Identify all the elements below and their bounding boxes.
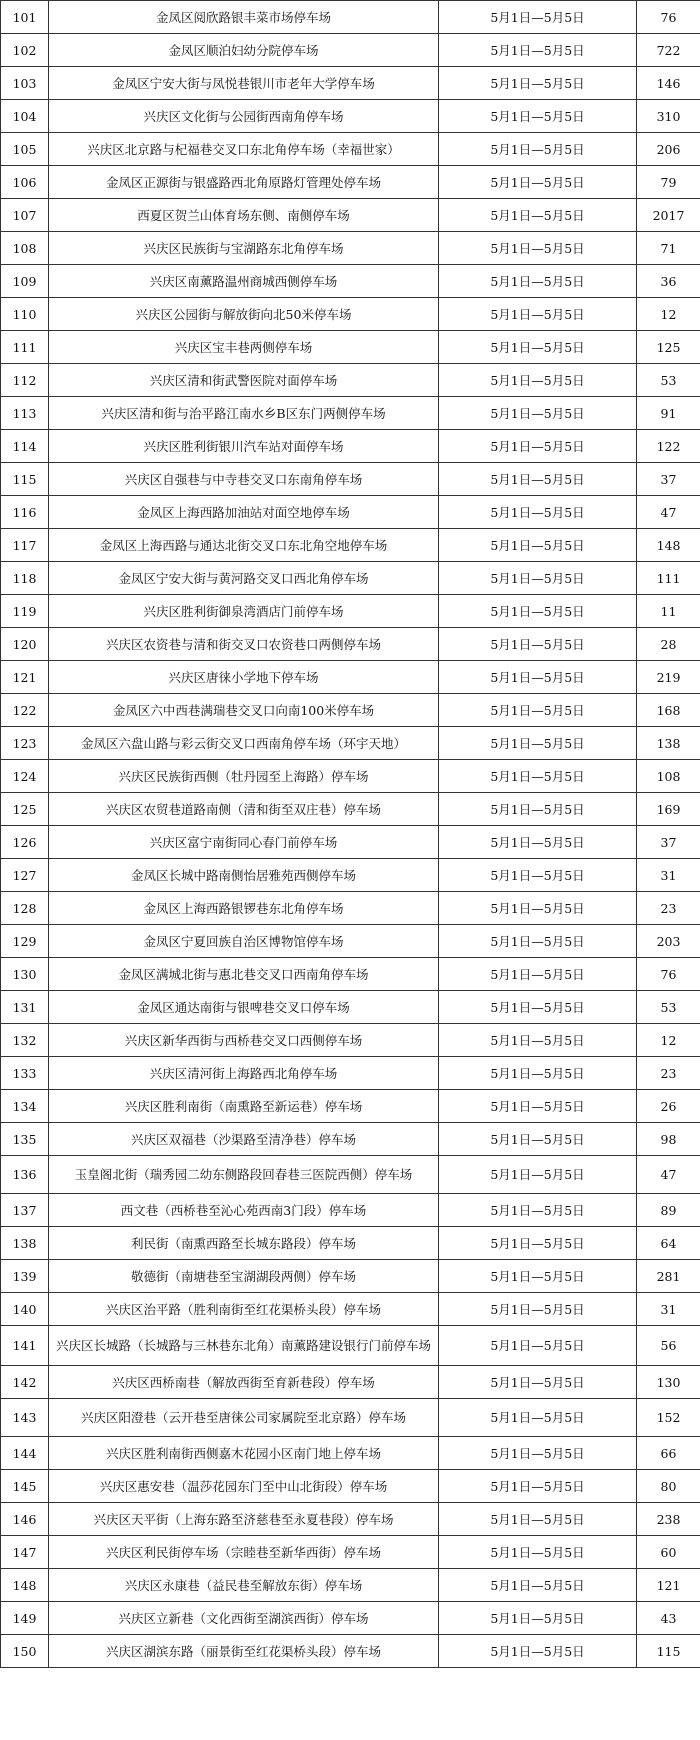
space-count: 2017 [637, 199, 700, 232]
table-row [1, 67, 700, 100]
space-count: 152 [637, 1399, 700, 1437]
date-range: 5月1日—5月5日 [439, 925, 637, 958]
table-row [1, 826, 700, 859]
row-number: 140 [1, 1293, 49, 1326]
date-range: 5月1日—5月5日 [439, 166, 637, 199]
table-row [1, 397, 700, 430]
table-row [1, 694, 700, 727]
row-number: 137 [1, 1194, 49, 1227]
space-count: 47 [637, 496, 700, 529]
parking-lot-name: 兴庆区阳澄巷（云开巷至唐徕公司家属院至北京路）停车场 [49, 1399, 439, 1437]
space-count: 238 [637, 1503, 700, 1536]
parking-lot-name: 兴庆区宝丰巷两侧停车场 [49, 331, 439, 364]
row-number: 128 [1, 892, 49, 925]
parking-lot-name: 兴庆区南薰路温州商城西侧停车场 [49, 265, 439, 298]
space-count: 91 [637, 397, 700, 430]
parking-lot-name: 兴庆区胜利南街西侧嘉木花园小区南门地上停车场 [49, 1437, 439, 1470]
parking-lot-name: 兴庆区唐徕小学地下停车场 [49, 661, 439, 694]
parking-lot-name: 兴庆区永康巷（益民巷至解放东街）停车场 [49, 1569, 439, 1602]
space-count: 98 [637, 1123, 700, 1156]
parking-lot-name: 金凤区上海西路银锣巷东北角停车场 [49, 892, 439, 925]
row-number: 117 [1, 529, 49, 562]
date-range: 5月1日—5月5日 [439, 1399, 637, 1437]
table-row [1, 166, 700, 199]
date-range: 5月1日—5月5日 [439, 727, 637, 760]
date-range: 5月1日—5月5日 [439, 496, 637, 529]
row-number: 111 [1, 331, 49, 364]
parking-lot-name: 金凤区正源街与银盛路西北角原路灯管理处停车场 [49, 166, 439, 199]
table-row [1, 529, 700, 562]
date-range: 5月1日—5月5日 [439, 595, 637, 628]
date-range: 5月1日—5月5日 [439, 529, 637, 562]
row-number: 141 [1, 1326, 49, 1366]
date-range: 5月1日—5月5日 [439, 397, 637, 430]
space-count: 80 [637, 1470, 700, 1503]
space-count: 47 [637, 1156, 700, 1194]
parking-lot-name: 金凤区上海西路加油站对面空地停车场 [49, 496, 439, 529]
space-count: 12 [637, 1024, 700, 1057]
row-number: 122 [1, 694, 49, 727]
table-row [1, 463, 700, 496]
table-row [1, 760, 700, 793]
space-count: 108 [637, 760, 700, 793]
table-row [1, 595, 700, 628]
row-number: 136 [1, 1156, 49, 1194]
row-number: 114 [1, 430, 49, 463]
space-count: 53 [637, 364, 700, 397]
space-count: 219 [637, 661, 700, 694]
date-range: 5月1日—5月5日 [439, 859, 637, 892]
parking-lot-name: 兴庆区双福巷（沙渠路至清净巷）停车场 [49, 1123, 439, 1156]
space-count: 115 [637, 1635, 700, 1668]
date-range: 5月1日—5月5日 [439, 1, 637, 34]
space-count: 121 [637, 1569, 700, 1602]
date-range: 5月1日—5月5日 [439, 1635, 637, 1668]
row-number: 144 [1, 1437, 49, 1470]
table-row [1, 1326, 700, 1366]
space-count: 111 [637, 562, 700, 595]
table-row [1, 1470, 700, 1503]
table-row [1, 1536, 700, 1569]
table-row [1, 1090, 700, 1123]
table-row [1, 100, 700, 133]
parking-lot-name: 金凤区顺泊妇幼分院停车场 [49, 34, 439, 67]
row-number: 132 [1, 1024, 49, 1057]
row-number: 127 [1, 859, 49, 892]
row-number: 115 [1, 463, 49, 496]
row-number: 138 [1, 1227, 49, 1260]
table-row [1, 1602, 700, 1635]
date-range: 5月1日—5月5日 [439, 1602, 637, 1635]
table-row [1, 1503, 700, 1536]
row-number: 104 [1, 100, 49, 133]
parking-lot-name: 敬德街（南塘巷至宝湖湖段两侧）停车场 [49, 1260, 439, 1293]
table-row [1, 1437, 700, 1470]
parking-lot-name: 兴庆区湖滨东路（丽景街至红花渠桥头段）停车场 [49, 1635, 439, 1668]
row-number: 149 [1, 1602, 49, 1635]
table-row [1, 1194, 700, 1227]
row-number: 130 [1, 958, 49, 991]
date-range: 5月1日—5月5日 [439, 100, 637, 133]
space-count: 23 [637, 1057, 700, 1090]
parking-lot-name: 金凤区六中西巷满瑞巷交叉口向南100米停车场 [49, 694, 439, 727]
space-count: 722 [637, 34, 700, 67]
space-count: 28 [637, 628, 700, 661]
table-row [1, 1123, 700, 1156]
table-row [1, 1260, 700, 1293]
row-number: 106 [1, 166, 49, 199]
row-number: 109 [1, 265, 49, 298]
parking-lot-name: 兴庆区西桥南巷（解放西街至育新巷段）停车场 [49, 1366, 439, 1399]
row-number: 146 [1, 1503, 49, 1536]
parking-lot-name: 兴庆区文化街与公园街西南角停车场 [49, 100, 439, 133]
row-number: 148 [1, 1569, 49, 1602]
date-range: 5月1日—5月5日 [439, 628, 637, 661]
row-number: 125 [1, 793, 49, 826]
row-number: 107 [1, 199, 49, 232]
space-count: 60 [637, 1536, 700, 1569]
parking-lot-name: 兴庆区富宁南街同心春门前停车场 [49, 826, 439, 859]
row-number: 142 [1, 1366, 49, 1399]
parking-lot-name: 金凤区宁夏回族自治区博物馆停车场 [49, 925, 439, 958]
date-range: 5月1日—5月5日 [439, 430, 637, 463]
row-number: 143 [1, 1399, 49, 1437]
table-row [1, 1635, 700, 1668]
date-range: 5月1日—5月5日 [439, 1227, 637, 1260]
date-range: 5月1日—5月5日 [439, 1057, 637, 1090]
row-number: 139 [1, 1260, 49, 1293]
parking-lot-name: 兴庆区清河街上海路西北角停车场 [49, 1057, 439, 1090]
space-count: 31 [637, 859, 700, 892]
parking-lot-name: 西夏区贺兰山体育场东侧、南侧停车场 [49, 199, 439, 232]
space-count: 64 [637, 1227, 700, 1260]
row-number: 120 [1, 628, 49, 661]
space-count: 31 [637, 1293, 700, 1326]
date-range: 5月1日—5月5日 [439, 661, 637, 694]
row-number: 135 [1, 1123, 49, 1156]
table-row [1, 1227, 700, 1260]
space-count: 76 [637, 1, 700, 34]
table-row [1, 331, 700, 364]
space-count: 66 [637, 1437, 700, 1470]
date-range: 5月1日—5月5日 [439, 331, 637, 364]
table-row [1, 1, 700, 34]
row-number: 103 [1, 67, 49, 100]
table-row [1, 892, 700, 925]
parking-lot-name: 金凤区通达南街与银啤巷交叉口停车场 [49, 991, 439, 1024]
date-range: 5月1日—5月5日 [439, 67, 637, 100]
date-range: 5月1日—5月5日 [439, 1536, 637, 1569]
parking-lot-name: 兴庆区利民街停车场（宗睦巷至新华西街）停车场 [49, 1536, 439, 1569]
date-range: 5月1日—5月5日 [439, 1090, 637, 1123]
parking-lot-name: 兴庆区天平街（上海东路至济慈巷至永夏巷段）停车场 [49, 1503, 439, 1536]
row-number: 126 [1, 826, 49, 859]
date-range: 5月1日—5月5日 [439, 694, 637, 727]
row-number: 112 [1, 364, 49, 397]
date-range: 5月1日—5月5日 [439, 463, 637, 496]
table-row [1, 364, 700, 397]
date-range: 5月1日—5月5日 [439, 199, 637, 232]
parking-lot-name: 兴庆区惠安巷（温莎花园东门至中山北街段）停车场 [49, 1470, 439, 1503]
parking-lot-name: 金凤区上海西路与通达北街交叉口东北角空地停车场 [49, 529, 439, 562]
space-count: 76 [637, 958, 700, 991]
parking-lot-name: 金凤区宁安大街与凤悦巷银川市老年大学停车场 [49, 67, 439, 100]
parking-lot-name: 兴庆区公园街与解放街向北50米停车场 [49, 298, 439, 331]
table-row [1, 34, 700, 67]
parking-lot-name: 兴庆区清和街武警医院对面停车场 [49, 364, 439, 397]
date-range: 5月1日—5月5日 [439, 298, 637, 331]
parking-lot-name: 兴庆区清和街与治平路江南水乡B区东门两侧停车场 [49, 397, 439, 430]
table-row [1, 1569, 700, 1602]
table-row [1, 991, 700, 1024]
row-number: 118 [1, 562, 49, 595]
space-count: 43 [637, 1602, 700, 1635]
row-number: 108 [1, 232, 49, 265]
date-range: 5月1日—5月5日 [439, 991, 637, 1024]
space-count: 89 [637, 1194, 700, 1227]
row-number: 123 [1, 727, 49, 760]
table-row [1, 859, 700, 892]
space-count: 122 [637, 430, 700, 463]
row-number: 101 [1, 1, 49, 34]
table-row [1, 628, 700, 661]
date-range: 5月1日—5月5日 [439, 1366, 637, 1399]
date-range: 5月1日—5月5日 [439, 760, 637, 793]
table-row [1, 133, 700, 166]
parking-lot-name: 西文巷（西桥巷至沁心苑西南3门段）停车场 [49, 1194, 439, 1227]
space-count: 168 [637, 694, 700, 727]
parking-lot-name: 兴庆区长城路（长城路与三林巷东北角）南薰路建设银行门前停车场 [49, 1326, 439, 1366]
date-range: 5月1日—5月5日 [439, 1437, 637, 1470]
parking-lot-name: 兴庆区北京路与杞福巷交叉口东北角停车场（幸福世家） [49, 133, 439, 166]
date-range: 5月1日—5月5日 [439, 1194, 637, 1227]
table-row [1, 199, 700, 232]
table-row [1, 1057, 700, 1090]
parking-lot-name: 兴庆区自强巷与中寺巷交叉口东南角停车场 [49, 463, 439, 496]
date-range: 5月1日—5月5日 [439, 1123, 637, 1156]
date-range: 5月1日—5月5日 [439, 826, 637, 859]
row-number: 119 [1, 595, 49, 628]
space-count: 12 [637, 298, 700, 331]
date-range: 5月1日—5月5日 [439, 232, 637, 265]
date-range: 5月1日—5月5日 [439, 562, 637, 595]
parking-lot-name: 兴庆区民族街西侧（牡丹园至上海路）停车场 [49, 760, 439, 793]
space-count: 206 [637, 133, 700, 166]
table-row [1, 661, 700, 694]
space-count: 138 [637, 727, 700, 760]
space-count: 146 [637, 67, 700, 100]
table-row [1, 793, 700, 826]
parking-lot-name: 兴庆区农贸巷道路南侧（清和街至双庄巷）停车场 [49, 793, 439, 826]
row-number: 124 [1, 760, 49, 793]
date-range: 5月1日—5月5日 [439, 1470, 637, 1503]
parking-lot-name: 金凤区宁安大街与黄河路交叉口西北角停车场 [49, 562, 439, 595]
date-range: 5月1日—5月5日 [439, 1293, 637, 1326]
parking-lot-name: 金凤区长城中路南侧怡居雅苑西侧停车场 [49, 859, 439, 892]
row-number: 113 [1, 397, 49, 430]
date-range: 5月1日—5月5日 [439, 1156, 637, 1194]
table-row [1, 265, 700, 298]
table-row [1, 727, 700, 760]
table-row [1, 562, 700, 595]
space-count: 11 [637, 595, 700, 628]
row-number: 116 [1, 496, 49, 529]
space-count: 56 [637, 1326, 700, 1366]
row-number: 145 [1, 1470, 49, 1503]
row-number: 134 [1, 1090, 49, 1123]
parking-lot-name: 兴庆区胜利街银川汽车站对面停车场 [49, 430, 439, 463]
table-row [1, 925, 700, 958]
parking-lot-name: 金凤区阅欣路银丰菜市场停车场 [49, 1, 439, 34]
space-count: 203 [637, 925, 700, 958]
row-number: 129 [1, 925, 49, 958]
table-row [1, 1024, 700, 1057]
table-body [1, 1, 700, 1668]
parking-lot-name: 兴庆区治平路（胜利南街至红花渠桥头段）停车场 [49, 1293, 439, 1326]
row-number: 131 [1, 991, 49, 1024]
parking-lot-name: 兴庆区立新巷（文化西街至湖滨西街）停车场 [49, 1602, 439, 1635]
parking-lot-name: 兴庆区新华西街与西桥巷交叉口西侧停车场 [49, 1024, 439, 1057]
space-count: 79 [637, 166, 700, 199]
table-row [1, 1293, 700, 1326]
space-count: 148 [637, 529, 700, 562]
space-count: 36 [637, 265, 700, 298]
date-range: 5月1日—5月5日 [439, 1326, 637, 1366]
space-count: 125 [637, 331, 700, 364]
date-range: 5月1日—5月5日 [439, 958, 637, 991]
parking-lot-name: 金凤区满城北街与惠北巷交叉口西南角停车场 [49, 958, 439, 991]
row-number: 150 [1, 1635, 49, 1668]
date-range: 5月1日—5月5日 [439, 265, 637, 298]
parking-lot-name: 金凤区六盘山路与彩云街交叉口西南角停车场（环宇天地） [49, 727, 439, 760]
parking-lot-name: 兴庆区胜利南街（南熏路至新运巷）停车场 [49, 1090, 439, 1123]
space-count: 37 [637, 463, 700, 496]
parking-lot-name: 利民街（南熏西路至长城东路段）停车场 [49, 1227, 439, 1260]
table-row [1, 1399, 700, 1437]
date-range: 5月1日—5月5日 [439, 1260, 637, 1293]
table-row [1, 958, 700, 991]
parking-lot-name: 兴庆区胜利街御泉湾酒店门前停车场 [49, 595, 439, 628]
space-count: 53 [637, 991, 700, 1024]
table-row [1, 430, 700, 463]
space-count: 130 [637, 1366, 700, 1399]
space-count: 281 [637, 1260, 700, 1293]
date-range: 5月1日—5月5日 [439, 133, 637, 166]
space-count: 26 [637, 1090, 700, 1123]
space-count: 169 [637, 793, 700, 826]
date-range: 5月1日—5月5日 [439, 1569, 637, 1602]
table-row [1, 232, 700, 265]
parking-lot-name: 兴庆区民族街与宝湖路东北角停车场 [49, 232, 439, 265]
row-number: 105 [1, 133, 49, 166]
parking-lot-name: 兴庆区农资巷与清和街交叉口农资巷口两侧停车场 [49, 628, 439, 661]
parking-lot-name: 玉皇阁北街（瑞秀园二幼东侧路段回春巷三医院西侧）停车场 [49, 1156, 439, 1194]
table-row [1, 298, 700, 331]
table-row [1, 1156, 700, 1194]
row-number: 102 [1, 34, 49, 67]
date-range: 5月1日—5月5日 [439, 892, 637, 925]
date-range: 5月1日—5月5日 [439, 34, 637, 67]
date-range: 5月1日—5月5日 [439, 364, 637, 397]
table-row [1, 496, 700, 529]
date-range: 5月1日—5月5日 [439, 1503, 637, 1536]
table-row [1, 1366, 700, 1399]
row-number: 110 [1, 298, 49, 331]
space-count: 23 [637, 892, 700, 925]
row-number: 147 [1, 1536, 49, 1569]
date-range: 5月1日—5月5日 [439, 1024, 637, 1057]
date-range: 5月1日—5月5日 [439, 793, 637, 826]
row-number: 133 [1, 1057, 49, 1090]
space-count: 71 [637, 232, 700, 265]
space-count: 37 [637, 826, 700, 859]
space-count: 310 [637, 100, 700, 133]
row-number: 121 [1, 661, 49, 694]
